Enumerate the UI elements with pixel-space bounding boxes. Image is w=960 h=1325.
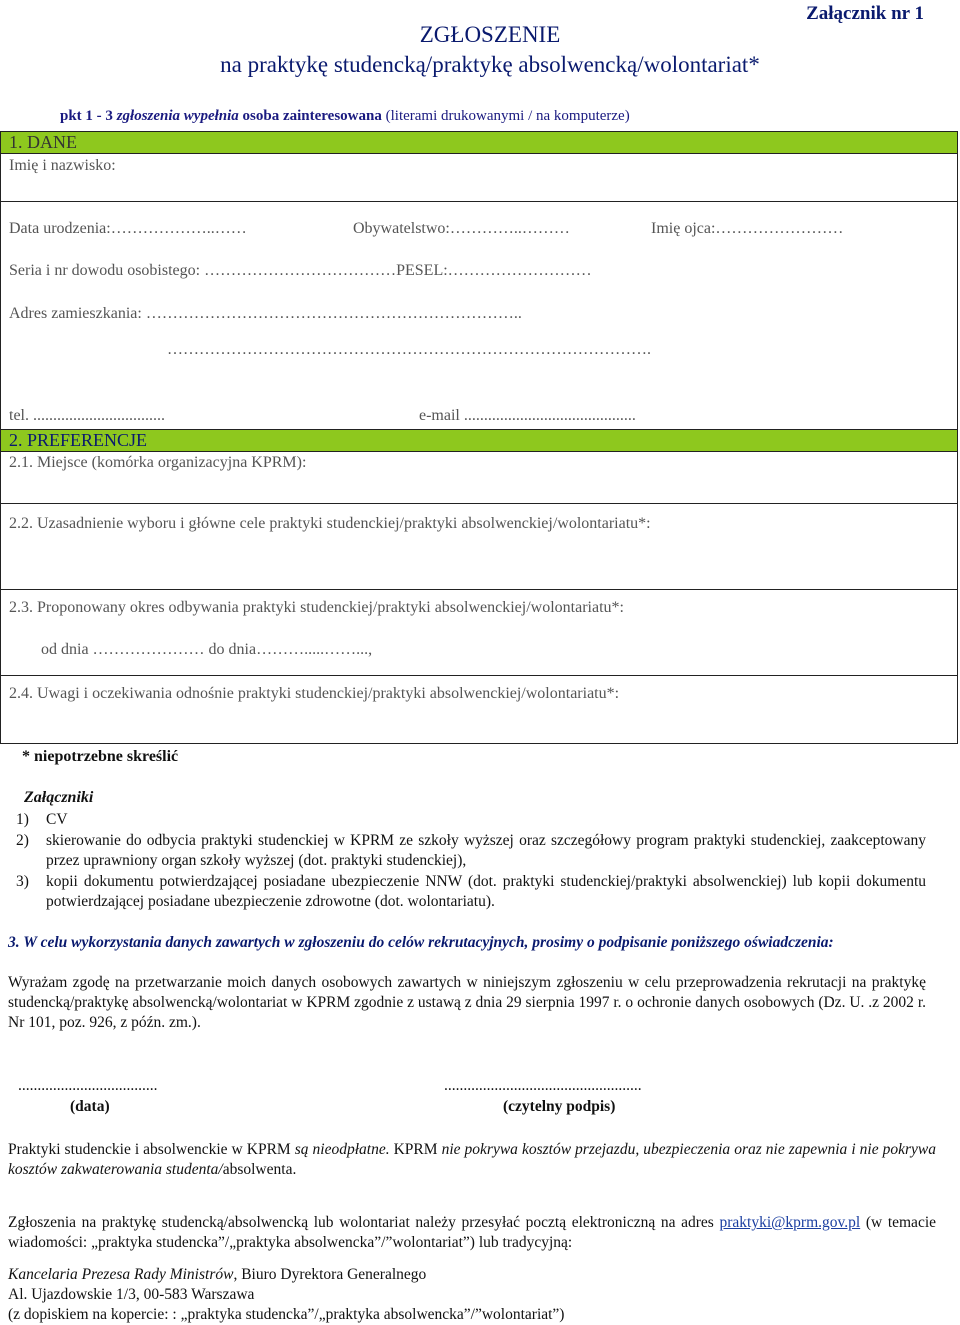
- justification-box[interactable]: [0, 504, 958, 590]
- section-1-header: 1. DANE: [0, 131, 958, 154]
- attachments-heading: Załączniki: [24, 789, 94, 806]
- address-line-2[interactable]: ……………………………………………………………………………….: [167, 341, 651, 358]
- fill-instruction: pkt 1 - 3 zgłoszenia wypełnia osoba zainteresowana (literami drukowanymi / na komputerze): [60, 108, 630, 124]
- workplace-box[interactable]: [0, 452, 958, 504]
- email-field[interactable]: e-mail ...........................................: [419, 407, 636, 424]
- remarks-box[interactable]: [0, 676, 958, 744]
- consent-text: Wyrażam zgodę na przetwarzanie moich danych osobowych zawartych w niniejszym zgłoszeniu w celu przeprowadzenia rekrutacji na praktykę studencką/praktykę absolwencką/wolontariat w KPRM zgodnie z ustawą z dnia 29 sierpnia 1997 r. o ochronie danych osobowych (Dz. U. .z 2002 r. Nr 101, poz. 926, z późn. zm.).: [8, 974, 926, 1031]
- justification-label: 2.2. Uzasadnienie wyboru i główne cele praktyki studenckiej/praktyki absolwenckiej/wolontariatu*:: [9, 515, 651, 532]
- date-dots[interactable]: ....................................: [18, 1077, 158, 1094]
- id-pesel-field[interactable]: Seria i nr dowodu osobistego: ………………………………PESEL:………………………: [9, 262, 592, 279]
- free-of-charge-note: Praktyki studenckie i absolwenckie w KPRM są nieodpłatne. KPRM nie pokrywa kosztów przejazdu, ubezpieczenia oraz nie zapewnia i nie pokrywa kosztów zakwaterowania studenta/absolwenta.: [8, 1141, 936, 1178]
- envelope-note: (z dopiskiem na kopercie: : „praktyka studencka”/„praktyka absolwencka”/”wolontariat”): [8, 1306, 565, 1323]
- period-dates-field[interactable]: od dnia ………………… do dnia……….....……...,: [41, 641, 373, 658]
- form-title: ZGŁOSZENIE: [419, 22, 561, 47]
- email-link[interactable]: praktyki@kprm.gov.pl: [719, 1214, 861, 1231]
- section-2-header: 2. PREFERENCJE: [0, 429, 958, 452]
- org-name: Kancelaria Prezesa Rady Ministrów, Biuro Dyrektora Generalnego: [8, 1266, 427, 1283]
- name-label: Imię i nazwisko:: [9, 157, 116, 174]
- attachments-list: [8, 810, 926, 913]
- signature-label: (czytelny podpis): [503, 1098, 616, 1115]
- signature-dots[interactable]: ...................................................: [444, 1077, 642, 1094]
- birth-date-field[interactable]: Data urodzenia:………………..……: [9, 220, 247, 237]
- section-3-heading: 3. W celu wykorzystania danych zawartych w zgłoszeniu do celów rekrutacyjnych, prosimy o podpisanie poniższego oświadczenia:: [8, 934, 834, 951]
- period-label: 2.3. Proponowany okres odbywania praktyki studenckiej/praktyki absolwenckiej/wolontariatu*:: [9, 599, 624, 616]
- period-box: [0, 590, 958, 676]
- phone-field[interactable]: tel. .................................: [9, 407, 165, 424]
- list-item: 3) kopii dokumentu potwierdzającej posiadane ubezpieczenie NNW (dot. praktyki studenckiej/praktyki absolwenckiej) lub kopii dokumentu potwierdzającej posiadane ubezpieczenie zdrowotne (dot. wolontariatu).: [16, 873, 926, 910]
- strike-note: * niepotrzebne skreślić: [22, 748, 179, 765]
- postal-address: [8, 1265, 564, 1325]
- submission-info: Zgłoszenia na praktykę studencką/absolwencką lub wolontariat należy przesyłać pocztą elektroniczną na adres praktyki@kprm.gov.pl (w temacie wiadomości: „praktyka studencka”/„praktyka absolwencka”/”wolontariat”) lub tradycyjną:: [8, 1214, 937, 1251]
- citizenship-field[interactable]: Obywatelstwo:…………..………: [353, 220, 570, 237]
- father-name-field[interactable]: Imię ojca:……………………: [651, 220, 844, 237]
- personal-data-box: [0, 202, 958, 431]
- name-box[interactable]: [0, 154, 958, 202]
- address-field[interactable]: Adres zamieszkania: ……………………………………………………………..: [9, 305, 522, 322]
- list-item: 2) skierowanie do odbycia praktyki studenckiej w KPRM ze szkoły wyższej oraz szczegółowy program praktyki studenckiej, zaakceptowany przez uprawniony organ szkoły wyższej (dot. praktyki studenckiej),: [16, 832, 926, 869]
- annex-label: Załącznik nr 1: [806, 3, 924, 24]
- remarks-label: 2.4. Uwagi i oczekiwania odnośnie praktyki studenckiej/praktyki absolwenckiej/wolontariatu*:: [9, 685, 620, 702]
- date-label: (data): [70, 1098, 110, 1115]
- workplace-label: 2.1. Miejsce (komórka organizacyjna KPRM):: [9, 454, 307, 471]
- list-item: 1) CV: [16, 811, 68, 828]
- street-address: Al. Ujazdowskie 1/3, 00-583 Warszawa: [8, 1286, 255, 1303]
- form-subtitle: na praktykę studencką/praktykę absolwencką/wolontariat*: [220, 52, 760, 77]
